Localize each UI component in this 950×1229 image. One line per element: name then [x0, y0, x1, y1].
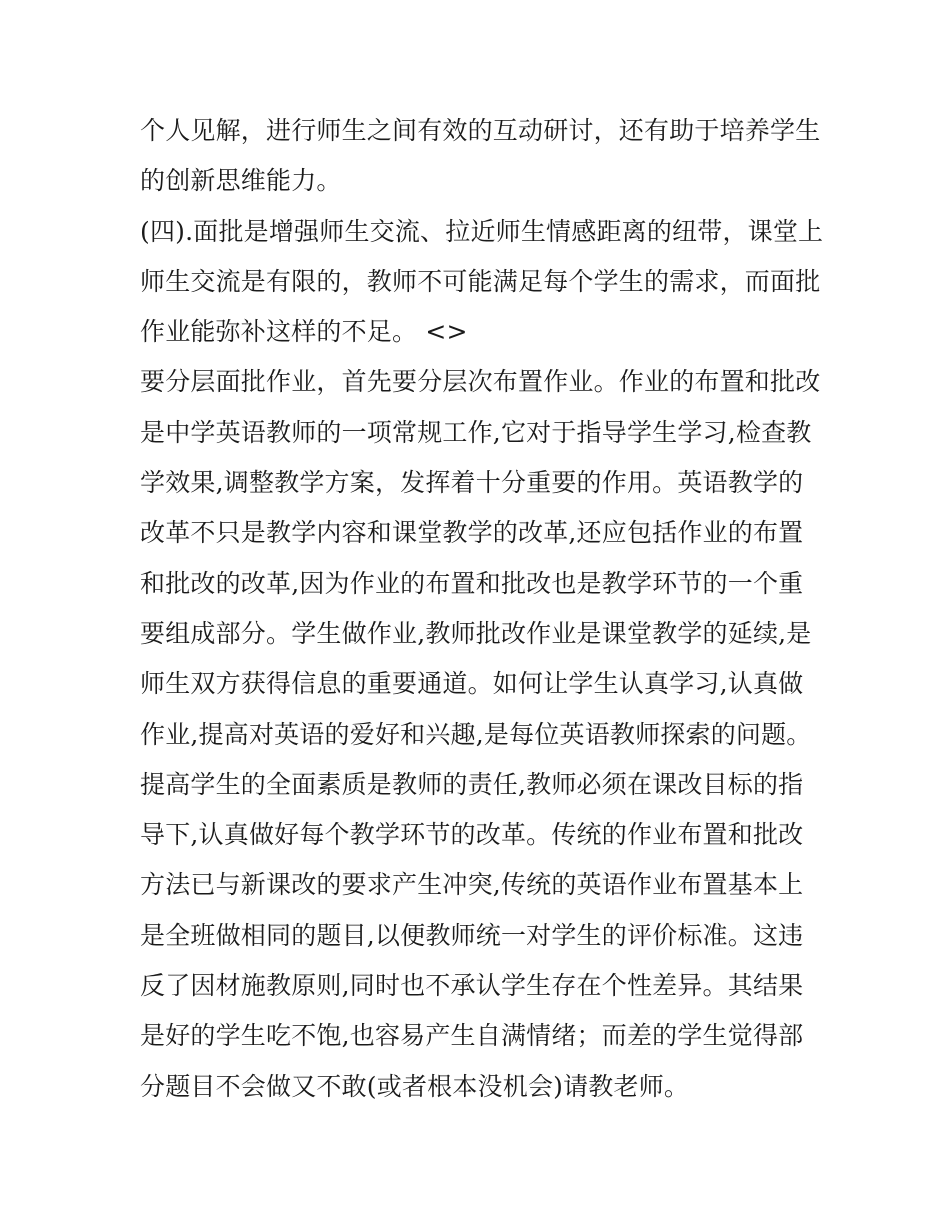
text-line: 要组成部分。学生做作业,教师批改作业是课堂教学的延续,是 — [140, 618, 812, 648]
text-line: 个人见解，进行师生之间有效的互动研讨，还有助于培养学生 — [140, 116, 821, 145]
text-line: 提高学生的全面素质是教师的责任,教师必须在课改目标的指 — [140, 769, 804, 799]
text-line: 方法已与新课改的要求产生冲突,传统的英语作业布置基本上 — [140, 870, 804, 900]
text-line: 是中学英语教师的一项常规工作,它对于指导学生学习,检查教 — [140, 417, 812, 447]
text-line: 是全班做相同的题目,以便教师统一对学生的评价标准。这违 — [140, 920, 804, 950]
text-line: 和批改的改革,因为作业的布置和批改也是教学环节的一个重 — [140, 568, 804, 598]
text-line: 学效果,调整教学方案，发挥着十分重要的作用。英语教学的 — [140, 468, 804, 498]
text-line: (四).面批是增强师生交流、拉近师生情感距离的纽带，课堂上 — [140, 216, 824, 246]
document-body — [140, 106, 824, 1112]
text-line: 要分层面批作业，首先要分层次布置作业。作业的布置和批改 — [140, 367, 821, 397]
text-line: 的创新思维能力。 — [140, 166, 342, 196]
text-line: 师生交流是有限的，教师不可能满足每个学生的需求，而面批 — [140, 266, 821, 296]
text-line: 作业能弥补这样的不足。 <> — [140, 317, 468, 347]
text-line: 改革不只是教学内容和课堂教学的改革,还应包括作业的布置 — [140, 518, 804, 548]
text-line: 师生双方获得信息的重要通道。如何让学生认真学习,认真做 — [140, 669, 804, 699]
text-line: 是好的学生吃不饱,也容易产生自满情绪；而差的学生觉得部 — [140, 1021, 804, 1051]
text-line: 作业,提高对英语的爱好和兴趣,是每位英语教师探索的问题。 — [140, 719, 812, 749]
text-line: 分题目不会做又不敢(或者根本没机会)请教老师。 — [140, 1071, 690, 1101]
text-line: 反了因材施教原则,同时也不承认学生存在个性差异。其结果 — [140, 971, 804, 1001]
text-line: 导下,认真做好每个教学环节的改革。传统的作业布置和批改 — [140, 820, 804, 850]
